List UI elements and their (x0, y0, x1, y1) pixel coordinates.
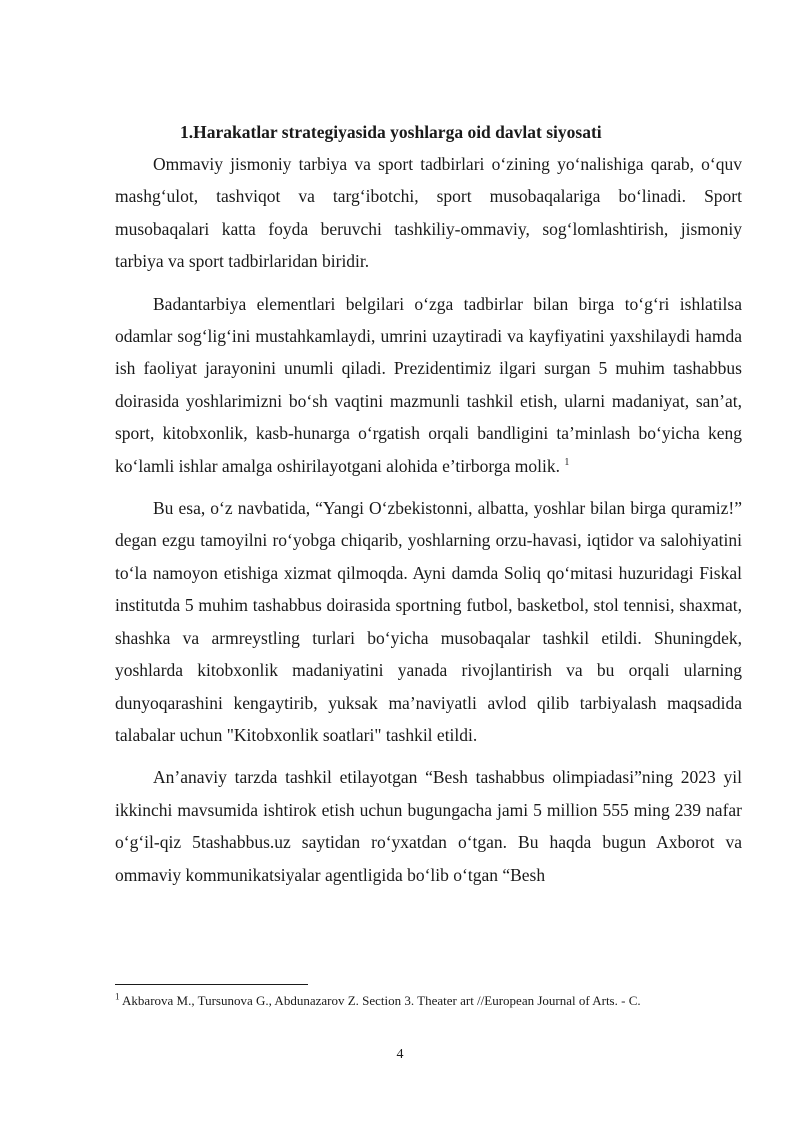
paragraph-3 (115, 492, 742, 751)
page-number: 4 (396, 1047, 404, 1062)
footnote-text: Akbarova M., Tursunova G., Abdunazarov Z. Section 3. Theater art //European Journal of Arts. - C. (119, 993, 641, 1008)
paragraph-3-text: Bu esa, oʻz navbatida, “Yangi Oʻzbekistonni, albatta, yoshlar bilan birga quramiz!” degan ezgu tamoyilni roʻyobga chiqarib, yoshlarning orzu-havasi, iqtidor va salohiyatini toʻla namoyon etishiga xizmat qilmoqda. Ayni damda Soliq qoʻmitasi huzuridagi Fiskal institutda 5 muhim tashabbus doirasida sportning futbol, basketbol, stol tennisi, shaxmat, shashka va armreystling turlari boʻyicha musobaqalar tashkil etildi. Shuningdek, yoshlarda kitobxonlik madaniyatini yanada rivojlantirish va bu orqali ularning dunyoqarashini kengaytirib, yuksak ma’naviyatli avlod qilib tarbiyalash maqsadida talabalar uchun "Kitobxonlik soatlari" tashkil etildi. (115, 498, 742, 745)
paragraph-4-text: An’anaviy tarzda tashkil etilayotgan “Besh tashabbus olimpiadasi”ning 2023 yil ikkinchi mavsumida ishtirok etish uchun bugungacha jami 5 million 555 ming 239 nafar oʻgʻil-qiz 5tashabbus.uz saytidan roʻyxatdan oʻtgan. Bu haqda bugun Axborot va ommaviy kommunikatsiyalar agentligida boʻlib oʻtgan “Besh (115, 767, 742, 885)
paragraph-1-text: Ommaviy jismoniy tarbiya va sport tadbirlari oʻzining yoʻnalishiga qarab, oʻquv mashgʻulot, tashviqot va targʻibotchi, sport musobaqalariga boʻlinadi. Sport musobaqalari katta foyda beruvchi tashkiliy-ommaviy, sogʻlomlashtirish, jismoniy tarbiya va sport tadbirlaridan biridir. (115, 154, 742, 272)
paragraph-2-text: Badantarbiya elementlari belgilari oʻzga tadbirlar bilan birga toʻgʻri ishlatilsa odamlar sogʻligʻini mustahkamlaydi, umrini uzaytiradi va kayfiyatini yaxshilaydi hamda ish faoliyat jarayonini unumli qiladi. Prezidentimiz ilgari surgan 5 muhim tashabbus doirasida yoshlarimizni boʻsh vaqtini mazmunli tashkil etish, ularni madaniyat, san’at, sport, kitobxonlik, kasb-hunarga oʻrgatish orqali bandligini ta’minlash boʻyicha keng koʻlamli ishlar amalga oshirilayotgani alohida e’tirborga molik. (115, 293, 742, 476)
footnote-reference[interactable]: 1 (564, 456, 570, 468)
paragraph-4 (115, 761, 742, 891)
footnote (115, 992, 755, 1010)
footnote-mark: 1 (115, 991, 120, 1002)
paragraph-1 (115, 148, 742, 278)
paragraph-2 (115, 288, 742, 482)
page-body (115, 120, 742, 901)
section-heading: 1.Harakatlar strategiyasida yoshlarga oid davlat siyosati (180, 122, 602, 142)
footnote-separator (115, 984, 308, 985)
